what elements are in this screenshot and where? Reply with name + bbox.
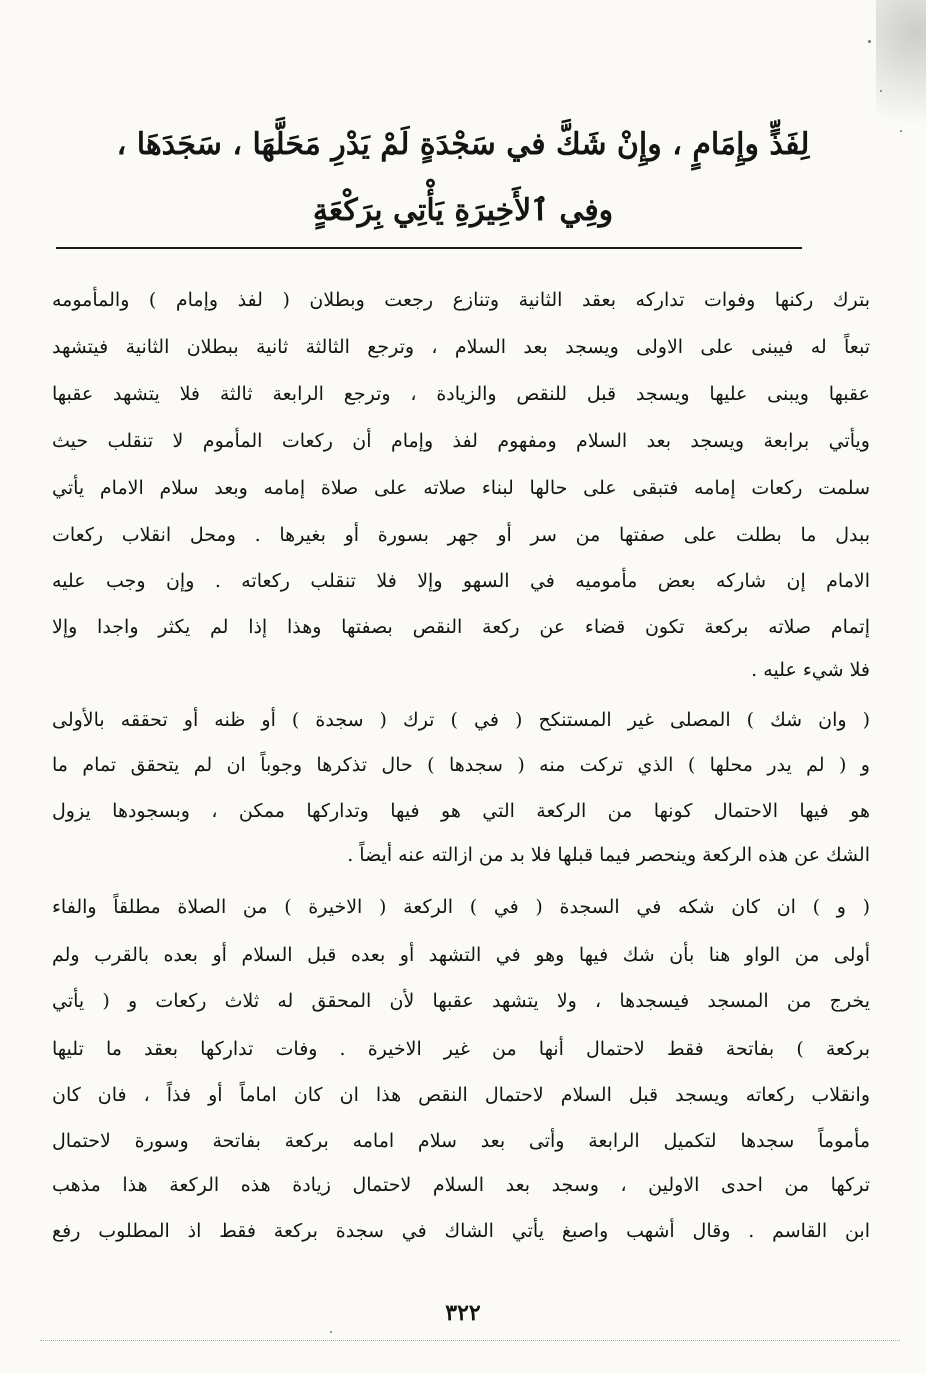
scan-speck (868, 40, 871, 43)
footer-rule (40, 1340, 900, 1341)
body-line: وانقلاب ركعاته ويسجد قبل السلام لاحتمال النقص هذا ان كان اماماً أو فذاً ، فان كان (52, 1084, 870, 1106)
body-line: مأموماً سجدها لتكميل الرابعة وأتى بعد سلام امامه بركعة بفاتحة وسورة لاحتمال (52, 1130, 870, 1152)
body-line: ويأتي برابعة ويسجد بعد السلام ومفهوم لفذ وإمام أن ركعات المأموم لا تنقلب حيث (52, 430, 870, 452)
scan-speck (330, 1331, 332, 1333)
verse-line-2: وفِي ٱلأَخِيرَةِ يَأْتِي بِرَكْعَةٍ (312, 193, 614, 228)
body-line: و ( لم يدر محلها ) الذي تركت منه ( سجدها ) حال تذكرها وجوباً ان لم يتحقق تمام ما (52, 754, 870, 776)
body-line: ( و ) ان كان شكه في السجدة ( في ) الركعة ( الاخيرة ) من الصلاة مطلقاً والفاء (52, 896, 870, 918)
body-line: الامام إن شاركه بعض مأموميه في السهو وإلا فلا تنقلب ركعاته . وإن وجب عليه (52, 570, 870, 592)
scan-speck (880, 90, 882, 92)
body-line: الشك عن هذه الركعة وينحصر فيما قبلها فلا بد من ازالته عنه أيضاً . (347, 844, 870, 866)
body-line: يخرج من المسجد فيسجدها ، ولا يتشهد عقبها لأن المحقق له ثلاث ركعات و ( يأتي (52, 990, 870, 1012)
page-number: ٣٢٢ (445, 1300, 481, 1326)
body-line: فلا شيء عليه . (751, 659, 870, 681)
body-line: تركها من احدى الاولين ، وسجد بعد السلام لاحتمال زيادة هذه الركعة هذا مذهب (52, 1174, 870, 1196)
body-line: بركعة ) بفاتحة فقط لاحتمال أنها من غير الاخيرة . وفات تداركها بعقد ما تليها (52, 1038, 870, 1060)
body-line: سلمت ركعات إمامه فتبقى على حالها لبناء صلاته على صلاة إمامه وبعد سلام الامام يأتي (52, 477, 870, 499)
body-line: أولى من الواو هنا بأن شك فيها وهو في التشهد أو بعده قبل السلام أو بعده بالقرب ولم (52, 944, 870, 966)
body-line: ابن القاسم . وقال أشهب واصبغ يأتي الشاك في سجدة بركعة فقط اذ المطلوب رفع (52, 1220, 870, 1242)
body-line: إتمام صلاته بركعة تكون قضاء عن ركعة النقص بصفتها وهذا إذا لم يكثر واجدا وإلا (52, 616, 870, 638)
body-line: عقبها ويبنى عليها ويسجد قبل للنقص والزيادة ، وترجع الرابعة ثالثة فلا يتشهد عقبها (52, 383, 870, 405)
scan-speck (900, 130, 902, 132)
body-line: هو فيها الاحتمال كونها من الركعة التي هو فيها وتداركها ممكن ، وبسجودها يزول (52, 800, 870, 822)
body-line: تبعاً له فيبنى على الاولى ويسجد بعد السلام ، وترجع الثالثة ثانية ببطلان الثانية فيتشهد (52, 336, 870, 358)
body-line: بترك ركنها وفوات تداركه بعقد الثانية وتنازع رجعت وبطلان ( لفذ وإمام ) والمأمومه (52, 289, 870, 311)
body-line: ( وان شك ) المصلى غير المستنكح ( في ) ترك ( سجدة ) أو ظنه أو تحققه بالأولى (52, 709, 870, 731)
verse-line-1: لِفَذٍّ وإِمَامٍ ، وإِنْ شَكَّ في سَجْدَةٍ لَمْ يَدْرِ مَحَلَّهَا ، سَجَدَهَا ، (116, 127, 810, 162)
body-line: ببدل ما بطلت على صفتها من سر أو جهر بسورة أو بغيرها . ومحل انقلاب ركعات (52, 524, 870, 546)
verse-divider (56, 247, 802, 249)
scan-edge-noise (876, 0, 926, 160)
